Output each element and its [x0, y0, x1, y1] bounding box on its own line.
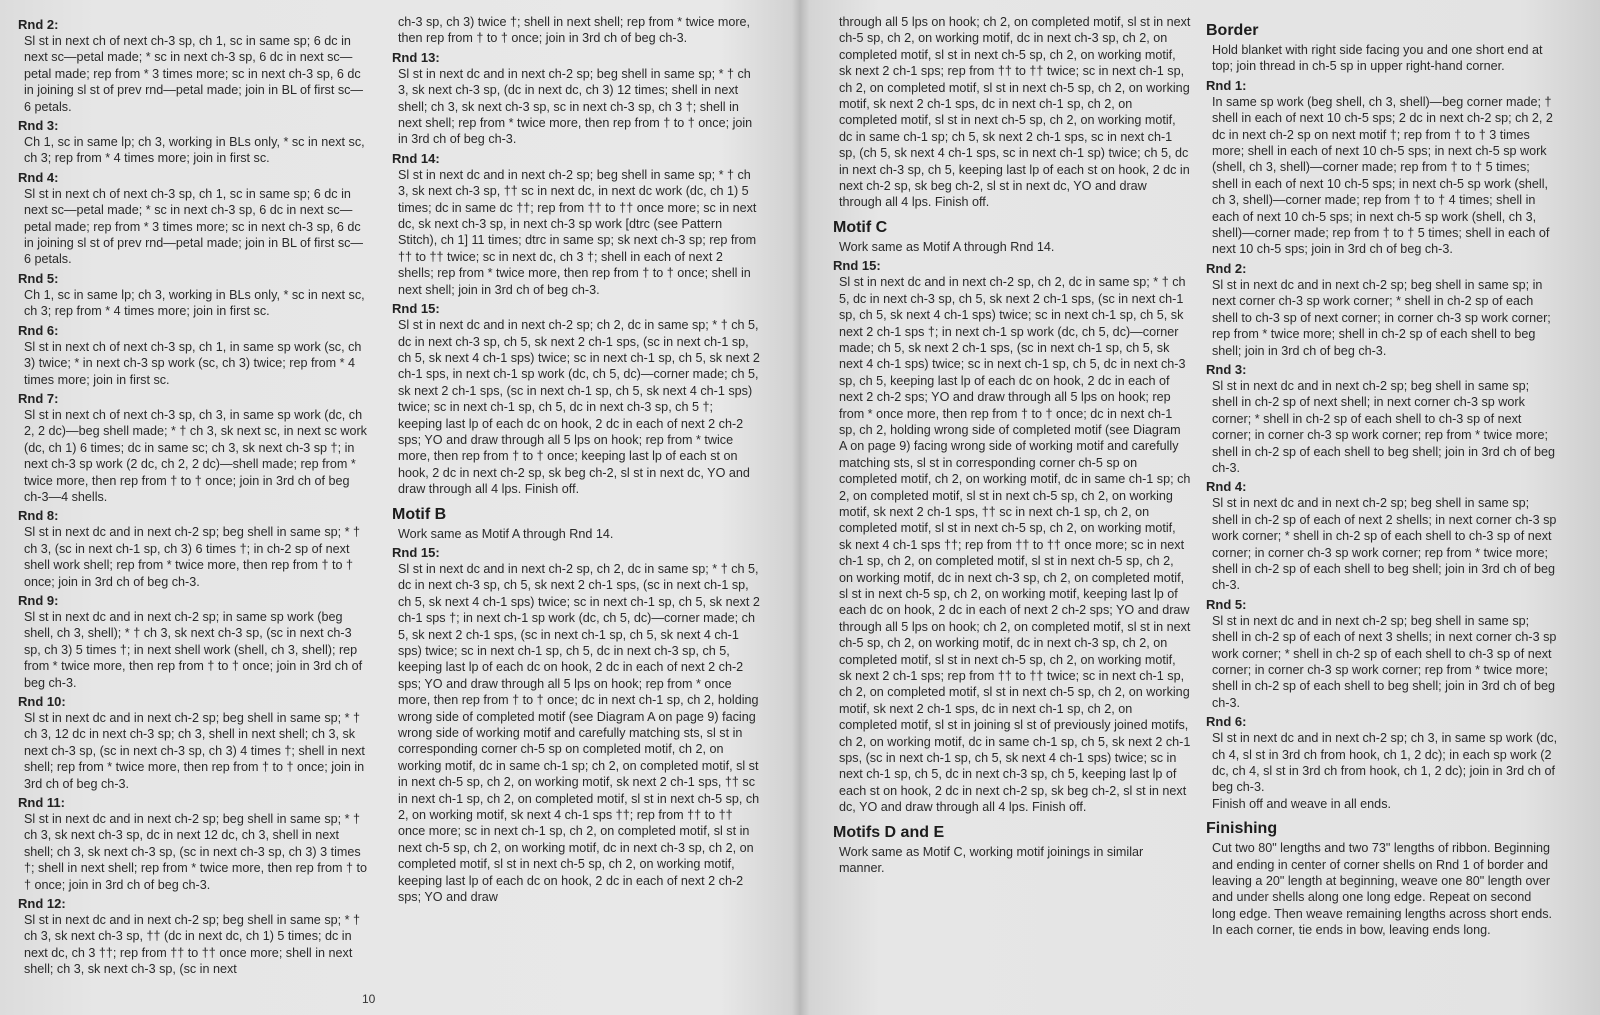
instruction-paragraph: Work same as Motif C, working motif joinings in similar manner.	[839, 844, 1144, 876]
round-instructions: In same sp work (beg shell, ch 3, shell)—beg corner made; † shell in each of next 10 ch-5 sps; 2 dc in next ch-2 sp; ch 2, 2 dc in next ch-2 sp on next motif †; rep from † to † 3 times more; shell in each of next 10 ch-5 sps; in next ch-5 sp work (shell, ch 3, shell)—corner made; rep from † to † 5 times; shell in each of next 10 ch-5 sps; in next ch-5 sp work (shell, ch 3, shell)—corner made; rep from † to † 4 times; shell in each of next 10 ch-5 sps; in next ch-5 sp work (shell, ch 3, shell)—corner made; rep from † to † 5 times; shell in each of next 10 ch-5 sps; join in 3rd ch of beg ch-3.	[1212, 94, 1553, 257]
round-instructions: Sl st in next dc and in next ch-2 sp, ch 2, dc in same sp; * † ch 5, dc in next ch-3 sp, ch 5, sk next 2 ch-1 sps, (sc in next ch-1 sp, ch 5, sk next 4 ch-1 sps) twice; sc in next ch-1 sp, ch 5, sk next 2 ch-1 sps †; in next ch-1 sp work (dc, ch 5, dc)—corner made; ch 5, sk next 2 ch-1 sps, (sc in next ch-1 sp, ch 5, sk next 4 ch-1 sps) twice; sc in next ch-1 sp, ch 5, dc in next ch-3 sp, ch 5, keeping last lp of each dc on hook, 2 dc in each of next 2 ch-2 sps; YO and draw through all 5 lps on hook; rep from * once more, then rep from † to † once; dc in next ch-1 sp, ch 2, holding wrong side of completed motif (see Diagram A on page 9) facing wrong side of working motif and carefully matching sts, sl st in corresponding corner ch-5 sp on completed motif, ch 2, on working motif, dc in same ch-1 sp; ch 2, on completed motif, sl st in next ch-5 sp, ch 2, on working motif, sk next 2 ch-1 sps, †† sc in next ch-1 sp, ch 2, on completed motif, sl st in next ch-5 sp, ch 2, on working motif, sk next 4 ch-1 sps ††; rep from †† to †† once more; sc in next ch-1 sp, ch 2, on completed motif, sl st in next ch-5 sp, ch 2, on working motif, dc in next ch-3 sp, ch 2, on completed motif, sl st in next ch-5 sp, ch 2, on working motif, keeping last lp of each dc on hook, 2 dc in each of next 2 ch-2 sps; YO and draw through all 5 lps on hook; ch 2, on completed motif, sl st in next ch-5 sp, ch 2, on working motif, dc in next ch-3 sp, ch 2, on completed motif, sl st in next ch-5 sp, ch 2, on working motif, sk next 2 ch-1 sps; rep from †† to †† twice; sc in next ch-1 sp, ch 2, on completed motif, sl st in next ch-5 sp, ch 2, on working motif, sk next 2 ch-1 sps, dc in next ch-1 sp, ch 2, on completed motif, sl st in joining sl st of previously joined motifs, ch 2, on working motif, dc in same ch-1 sp, ch 5, sk next 2 ch-1 sps, (sc in next ch-1 sp, ch 5, sk next 4 ch-1 sps) twice; sc in next ch-1 sp, ch 5, dc in next ch-3 sp, ch 5, keeping last lp of each st on hook, 2 dc in next ch-2 sp, sk beg ch-2, sl st in next dc, YO and draw through all 4 lps. Finish off.	[839, 275, 1191, 815]
round-instructions: Sl st in next dc and in next ch-2 sp; in same sp work (beg shell, ch 3, shell); * † ch 3, sk next ch-3 sp, (sc in next ch-3 sp, ch 3) 5 times †; in next shell work (shell, ch 3, shell); rep from * twice more, then rep from † to † once; join in 3rd ch of beg ch-3.	[24, 609, 363, 690]
section-heading: Border	[1206, 22, 1259, 39]
instruction-paragraph: ch-3 sp, ch 3) twice †; shell in next shell; rep from * twice more, then rep from † to † once; join in 3rd ch of beg ch-3.	[398, 15, 751, 46]
round-instructions: Sl st in next ch of next ch-3 sp, ch 1, sc in same sp; 6 dc in next sc—petal made; * sc in next ch-3 sp, 6 dc in next sc—petal made; rep from * 3 times more; sc in next ch-3 sp, 6 dc in joining sl st of prev rnd—petal made; join in BL of first sc—6 petals.	[24, 34, 364, 114]
round-label: Rnd 15:	[833, 258, 881, 274]
round-instructions: Ch 1, sc in same lp; ch 3, working in BLs only, * sc in next sc, ch 3; rep from * 4 times more; join in first sc.	[24, 287, 365, 319]
page-number-left: 10	[362, 992, 376, 1006]
round-label: Rnd 5:	[1206, 596, 1247, 612]
round-label: Rnd 10:	[18, 694, 66, 709]
section-heading: Finishing	[1206, 820, 1278, 838]
round-label: Rnd 4:	[18, 169, 59, 185]
round-label: Rnd 14:	[392, 150, 440, 166]
round-instructions: Sl st in next ch of next ch-3 sp, ch 1, in same sp work (sc, ch 3) twice; * in next ch-3 sp work (sc, ch 3) twice; rep from * 4 times more; join in first sc.	[24, 339, 362, 387]
section-heading: Motif C	[833, 218, 888, 236]
round-label: Rnd 7:	[18, 390, 59, 406]
right-column-1	[833, 14, 1191, 877]
round-label: Rnd 4:	[1206, 479, 1247, 495]
instruction-paragraph: through all 5 lps on hook; ch 2, on completed motif, sl st in next ch-5 sp, ch 2, on working motif, dc in next ch-3 sp, ch 2, on completed motif, sl st in next ch-5 sp, ch 2, on working motif, sk next 2 ch-1 sps; rep from †† to †† twice; sc in next ch-1 sp, ch 2, on completed motif, sl st in next ch-5 sp, ch 2, on working motif, sk next 2 ch-1 sps, dc in next ch-1 sp, ch 2, on completed motif, sl st in next ch-5 sp, ch 2, on working motif, dc in same ch-1 sp; ch 5, sk next 2 ch-1 sps, sc in next ch-1 sp, (ch 5, sk next 4 ch-1 sps, sc in next ch-1 sp) twice; ch 5, dc in next ch-3 sp, ch 5, keeping last lp of each st on hook, 2 dc in next ch-2 sp, sk beg ch-2, sl st in next dc, YO and draw through all 4 lps. Finish off.	[839, 15, 1191, 210]
round-label: Rnd 15:	[392, 544, 440, 560]
round-label: Rnd 3:	[1206, 361, 1247, 377]
round-instructions: Sl st in next dc and in next ch-2 sp; ch 3, in same sp work (dc, ch 4, sl st in 3rd ch from hook, ch 1, 2 dc); in each sp work (2 dc, ch 4, sl st in 3rd ch from hook, ch 1, 2 dc); join in 3rd ch of beg ch-3.	[1212, 731, 1558, 795]
round-label: Rnd 15:	[392, 301, 440, 317]
round-instructions: Sl st in next dc and in next ch-2 sp; beg shell in same sp; * † ch 3, sk next ch-3 sp, †† (dc in next dc, ch 1) 5 times; dc in next dc, ch 3 ††; rep from †† to †† once more; shell in next shell; ch 3, sk next ch-3 sp, (sc in next	[24, 913, 361, 977]
left-column-1	[18, 14, 370, 978]
instruction-paragraph: Work same as Motif A through Rnd 14.	[839, 239, 1055, 254]
right-column-2	[1206, 14, 1558, 939]
round-instructions: Sl st in next dc and in next ch-2 sp; ch 2, dc in same sp; * † ch 5, dc in next ch-3 sp, ch 5, sk next 2 ch-1 sps, (sc in next ch-1 sp, ch 5, sk next 4 ch-1 sps) twice; sc in next ch-1 sp, ch 5, sk next 2 ch-1 sps, in next ch-1 sp work (dc, ch 5, dc)—corner made; ch 5, sk next 2 ch-1 sps, (sc in next ch-1 sp, ch 5, sk next 4 ch-1 sps) twice; sc in next ch-1 sp, ch 5, dc in next ch-3 sp, ch 5 †; keeping last lp of each dc on hook, 2 dc in each of next 2 ch-2 sps; YO and draw through all 5 lps on hook; rep from * twice more, then rep from † to † once; keeping last lp of each st on hook, 2 dc in next ch-2 sp, sk beg ch-2, sl st in next dc, YO and draw through all 4 lps. Finish off.	[398, 318, 760, 497]
round-label: Rnd 5:	[18, 270, 59, 286]
right-page	[800, 0, 1600, 1015]
round-label: Rnd 2:	[1206, 260, 1247, 276]
instruction-paragraph: Finish off and weave in all ends.	[1212, 796, 1391, 811]
instruction-paragraph: Hold blanket with right side facing you and one short end at top; join thread in ch-5 sp in upper right-hand corner.	[1212, 43, 1543, 74]
round-instructions: Sl st in next dc and in next ch-2 sp; beg shell in same sp; shell in ch-2 sp of each of next 3 shells; in next corner ch-3 sp work corner; * shell in ch-2 sp of each shell to ch-3 sp of next corner; in corner ch-3 sp work corner; rep from * twice more; shell in ch-2 sp of each shell to beg shell; join in 3rd ch of beg ch-3.	[1212, 613, 1557, 710]
round-label: Rnd 8:	[18, 508, 59, 524]
round-label: Rnd 6:	[1206, 714, 1247, 730]
instruction-paragraph: Cut two 80" lengths and two 73" lengths of ribbon. Beginning and ending in center of corner shells on Rnd 1 of border and leaving a 20" length at beginning, weave one 80" length over and under shells along one long edge. Repeat on second long edge. Then weave remaining lengths across short ends. In each corner, tie ends in bow, leaving ends long.	[1212, 841, 1553, 938]
round-label: Rnd 11:	[18, 795, 65, 811]
round-instructions: Sl st in next dc and in next ch-2 sp; beg shell in same sp; in next corner ch-3 sp work corner; * shell in ch-2 sp of each shell to ch-3 sp of next corner; in corner ch-3 sp work corner; rep from * twice more; shell in ch-2 sp of each shell to beg shell; join in 3rd ch of beg ch-3.	[1212, 277, 1551, 358]
round-instructions: Sl st in next dc and in next ch-2 sp; beg shell in same sp; * † ch 3, (sc in next ch-1 sp, ch 3) 6 times †; in ch-2 sp of next shell work shell; rep from * twice more, then rep from † to † once; join in 3rd ch of beg ch-3.	[24, 525, 361, 589]
round-instructions: Sl st in next dc and in next ch-2 sp; beg shell in same sp; * † ch 3, 12 dc in next ch-3 sp; ch 3, shell in next shell; ch 3, sk next ch-3 sp, (sc in next ch-3 sp, ch 3) 4 times †; shell in next shell; rep from * twice more, then rep from † to † once; join in 3rd ch of beg ch-3.	[24, 711, 365, 791]
instruction-paragraph: Work same as Motif A through Rnd 14.	[398, 526, 614, 541]
round-label: Rnd 12:	[18, 896, 66, 912]
section-heading: Motif B	[392, 505, 447, 523]
round-label: Rnd 3:	[18, 118, 59, 134]
round-label: Rnd 1:	[1206, 77, 1247, 93]
round-label: Rnd 13:	[392, 49, 440, 65]
round-instructions: Sl st in next dc and in next ch-2 sp; beg shell in same sp; shell in ch-2 sp of each of next 2 shells; in next corner ch-3 sp work corner; * shell in ch-2 sp of each shell to ch-3 sp of next corner; in corner ch-3 sp work corner; rep from * twice more; shell in ch-2 sp of each shell to beg shell; join in 3rd ch of beg ch-3.	[1212, 496, 1557, 593]
round-label: Rnd 2:	[18, 17, 59, 32]
left-column-2	[392, 14, 760, 906]
round-instructions: Sl st in next dc and in next ch-2 sp; beg shell in same sp; * † ch 3, sk next ch-3 sp, dc in next 12 dc, ch 3, shell in next shell; ch 3, sk next ch-3 sp, (sc in next ch-3 sp, ch 3) 3 times †; shell in next shell; rep from * twice more, then rep from † to † once; join in 3rd ch of beg ch-3.	[24, 812, 367, 892]
round-instructions: Ch 1, sc in same lp; ch 3, working in BLs only, * sc in next sc, ch 3; rep from * 4 times more; join in first sc.	[24, 135, 365, 166]
round-label: Rnd 6:	[18, 322, 59, 338]
round-instructions: Sl st in next dc and in next ch-2 sp; beg shell in same sp; * † ch 3, sk next ch-3 sp, (dc in next dc, ch 3) 12 times; shell in next shell; ch 3, sk next ch-3 sp, sc in next ch-3 sp, ch 3 †; shell in next shell; rep from * twice more, then rep from † to † once; join in 3rd ch of beg ch-3.	[398, 66, 753, 147]
round-instructions: Sl st in next dc and in next ch-2 sp; beg shell in same sp; shell in ch-2 sp of next shell; in next corner ch-3 sp work corner; * shell in ch-2 sp of each shell to ch-3 sp of next corner; in corner ch-3 sp work corner; rep from * twice more; shell in ch-2 sp of each shell to beg shell; join in 3rd ch of beg ch-3.	[1212, 378, 1556, 475]
round-instructions: Sl st in next ch of next ch-3 sp, ch 3, in same sp work (dc, ch 2, 2 dc)—beg shell made; * † ch 3, sk next sc, in next sc work (dc, ch 1) 6 times; dc in same sc; ch 3, sk next ch-3 sp †; in next ch-3 sp work (2 dc, ch 2, 2 dc)—shell made; rep from * twice more, then rep from † to † once; join in 3rd ch of beg ch-3—4 shells.	[24, 407, 367, 504]
section-heading: Motifs D and E	[833, 823, 945, 841]
round-instructions: Sl st in next dc and in next ch-2 sp; beg shell in same sp; * † ch 3, sk next ch-3 sp, †† sc in next dc, in next dc work (dc, ch 1) 5 times; dc in same dc ††; rep from †† to †† once more; sc in next dc, sk next ch-3 sp, in next ch-3 sp work [dtrc (see Pattern Stitch), ch 1] 11 times; dtrc in same sp; sk next ch-3 sp; rep from †† to †† twice; sc in next dc, ch 3 †; shell in each of next 2 shells; rep from * twice more, then rep from † to † once; shell in next shell; join in 3rd ch of beg ch-3.	[398, 167, 757, 297]
round-instructions: Sl st in next ch of next ch-3 sp, ch 1, sc in same sp; 6 dc in next sc—petal made; * sc in next ch-3 sp, 6 dc in next sc—petal made; rep from * 3 times more; sc in next ch-3 sp, 6 dc in joining sl st of prev rnd—petal made; join in BL of first sc—6 petals.	[24, 186, 364, 267]
round-instructions: Sl st in next dc and in next ch-2 sp, ch 2, dc in same sp; * † ch 5, dc in next ch-3 sp, ch 5, sk next 2 ch-1 sps, (sc in next ch-1 sp, ch 5, sk next 4 ch-1 sps) twice; sc in next ch-1 sp, ch 5, sk next 2 ch-1 sps †; in next ch-1 sp work (dc, ch 5, dc)—corner made; ch 5, sk next 2 ch-1 sps, (sc in next ch-1 sp, ch 5, sk next 4 ch-1 sps) twice; sc in next ch-1 sp, ch 5, dc in next ch-3 sp, ch 5, keeping last lp of each dc on hook, 2 dc in each of next 2 ch-2 sps; YO and draw through all 5 lps on hook; rep from * once more, then rep from † to † once; dc in next ch-1 sp, ch 2, holding wrong side of completed motif (see Diagram A on page 9) facing wrong side of working motif and carefully matching sts, sl st in corresponding corner ch-5 sp on completed motif, ch 2, on working motif, dc in same ch-1 sp; ch 2, on completed motif, sl st in next ch-5 sp, ch 2, on working motif, sk next 2 ch-1 sps, †† sc in next ch-1 sp, ch 2, on completed motif, sl st in next ch-5 sp, ch 2, on working motif, sk next 4 ch-1 sps ††; rep from †† to †† once more; sc in next ch-1 sp, ch 2, on completed motif, sl st in next ch-5 sp, ch 2, on working motif, dc in next ch-3 sp, ch 2, on completed motif, sl st in next ch-5 sp, ch 2, on working motif, keeping last lp of each dc on hook, 2 dc in each of next 2 ch-2 sps; YO and draw	[398, 561, 760, 905]
round-label: Rnd 9:	[18, 592, 59, 608]
